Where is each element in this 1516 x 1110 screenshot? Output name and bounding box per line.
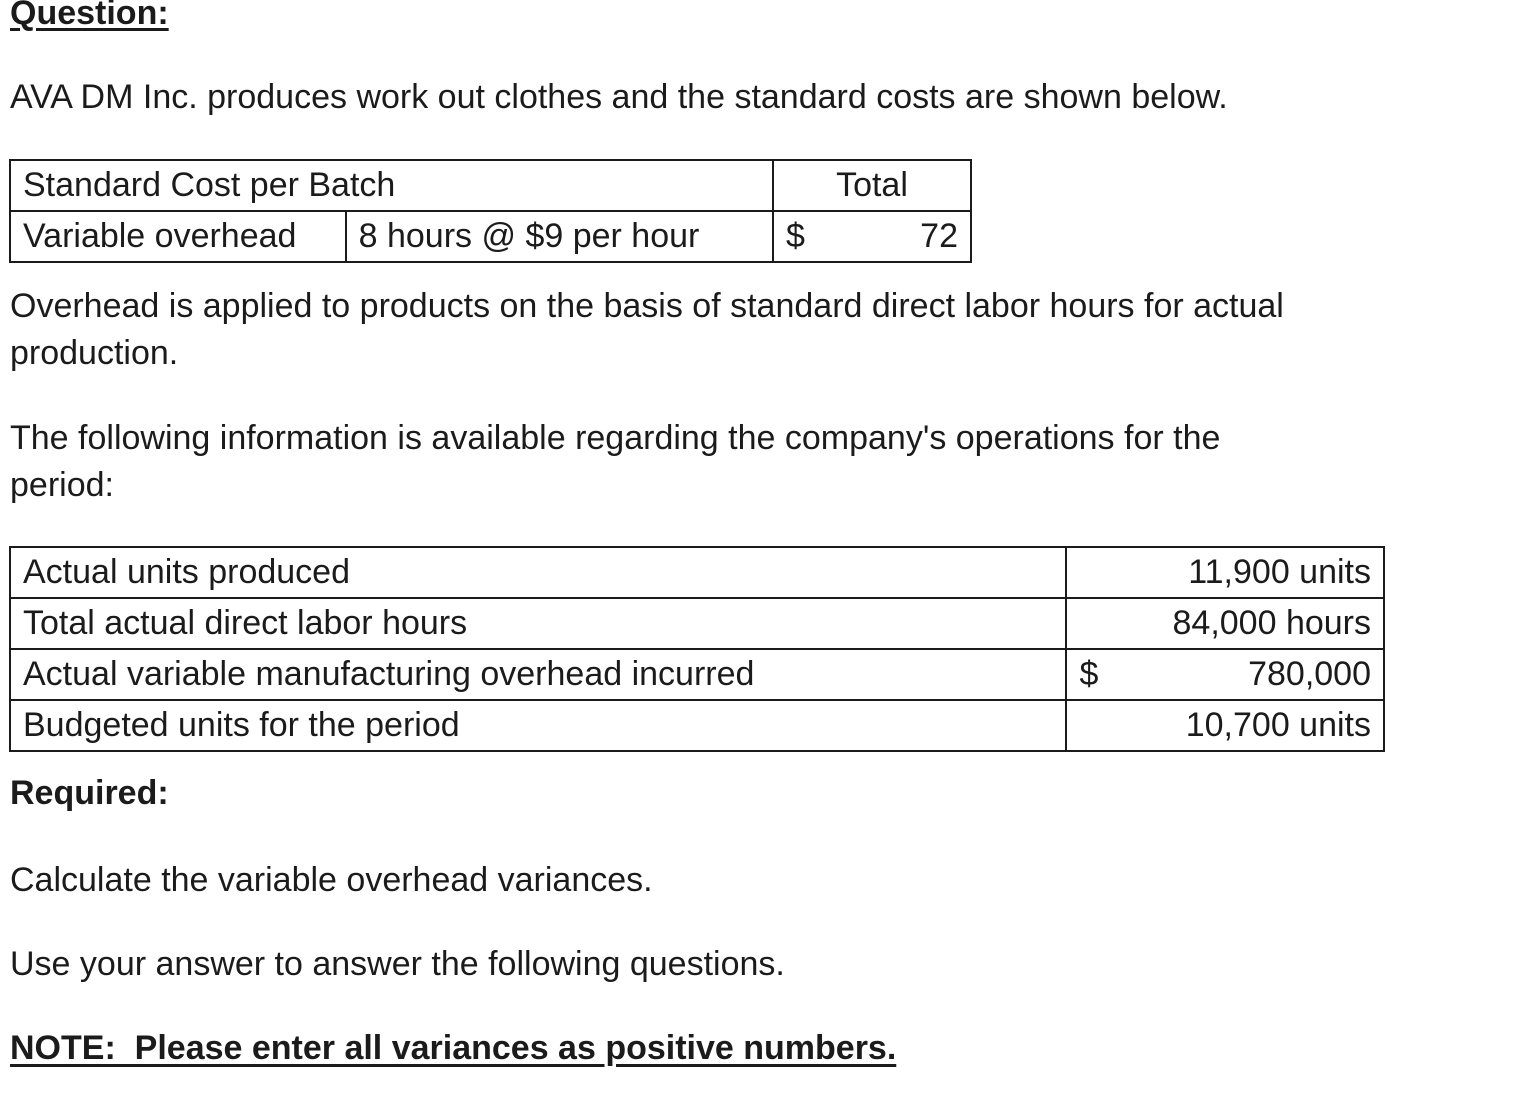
info-intro-line-1: The following information is available regarding the company's operations for the <box>10 419 1221 457</box>
intro-text: AVA DM Inc. produces work out clothes and the standard costs are shown below. <box>10 78 1228 116</box>
info-value-cell <box>1066 547 1384 598</box>
currency-symbol: $ <box>1079 655 1099 693</box>
standard-cost-header-total: Total <box>773 160 971 211</box>
table-row <box>10 547 1384 598</box>
table-row <box>10 649 1384 700</box>
operations-info-table <box>9 546 1385 752</box>
overhead-note-line-1: Overhead is applied to products on the basis of standard direct labor hours for actual <box>10 287 1284 325</box>
variable-overhead-total: 72 <box>920 217 958 255</box>
info-value-cell <box>1066 700 1384 751</box>
standard-cost-header-row <box>10 160 971 211</box>
info-intro-line-2: period: <box>10 466 114 504</box>
table-row <box>10 598 1384 649</box>
info-value: 10,700 units <box>1185 706 1371 744</box>
table-row <box>10 700 1384 751</box>
overhead-note-line-2: production. <box>10 334 179 372</box>
instruction-use-answer: Use your answer to answer the following questions. <box>10 945 785 983</box>
info-value: 780,000 <box>1248 655 1371 693</box>
instruction-calculate: Calculate the variable overhead variances. <box>10 861 653 899</box>
info-value-cell <box>1066 649 1384 700</box>
variable-overhead-total-cell <box>773 211 971 262</box>
info-label: Actual variable manufacturing overhead incurred <box>10 649 1066 700</box>
variable-overhead-detail: 8 hours @ $9 per hour <box>346 211 773 262</box>
standard-cost-header-label: Standard Cost per Batch <box>10 160 773 211</box>
standard-cost-table <box>9 159 972 263</box>
currency-symbol: $ <box>786 217 805 255</box>
info-label: Budgeted units for the period <box>10 700 1066 751</box>
question-heading: Question: <box>10 0 169 32</box>
info-label: Actual units produced <box>10 547 1066 598</box>
variable-overhead-label: Variable overhead <box>10 211 346 262</box>
info-value: 11,900 units <box>1188 553 1371 591</box>
info-label: Total actual direct labor hours <box>10 598 1066 649</box>
info-value: 84,000 hours <box>1172 604 1371 642</box>
variable-overhead-row <box>10 211 971 262</box>
note-positive-numbers: NOTE: Please enter all variances as positive numbers. <box>10 1029 897 1067</box>
required-heading: Required: <box>10 774 169 812</box>
info-value-cell <box>1066 598 1384 649</box>
